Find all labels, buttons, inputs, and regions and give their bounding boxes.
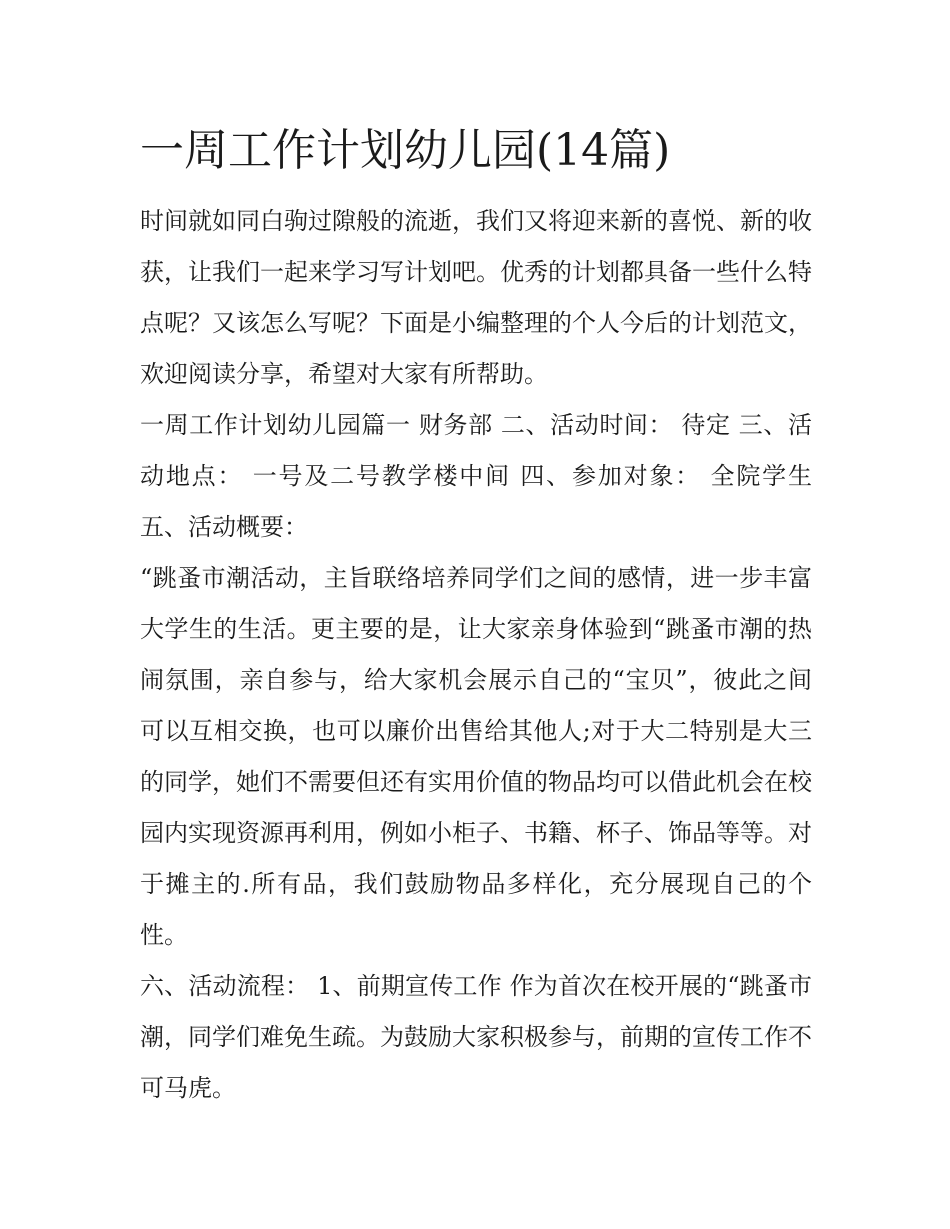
paragraph-activity-overview: “跳蚤市潮活动，主旨联络培养同学们之间的感情，进一步丰富大学生的生活。更主要的是，让大家亲身体验到“跳蚤市潮的热闹氛围，亲自参与，给大家机会展示自己的“宝贝”，彼此之间可以互相交换，也可以廉价出售给其他人;对于大二特别是大三的同学，她们不需要但还有实用价值的物品均可以借此机会在校园内实现资源再利用，例如小柜子、书籍、杯子、饰品等等。对于摊主的.所有品，我们鼓励物品多样化，充分展现自己的个性。 [140, 564, 812, 949]
paragraph-activity-info: 一周工作计划幼儿园篇一 财务部 二、活动时间： 待定 三、活动地点： 一号及二号教学楼中间 四、参加对象： 全院学生 五、活动概要： [140, 411, 812, 541]
paragraph-activity-process: 六、活动流程： 1、前期宣传工作 作为首次在校开展的“跳蚤市潮，同学们难免生疏。为鼓励大家积极参与，前期的宣传工作不可马虎。 [140, 972, 812, 1102]
paragraph-intro: 时间就如同白驹过隙般的流逝，我们又将迎来新的喜悦、新的收获，让我们一起来学习写计划吧。优秀的计划都具备一些什么特点呢？又该怎么写呢？下面是小编整理的个人今后的计划范文，欢迎阅读分享，希望对大家有所帮助。 [140, 207, 812, 388]
document-title: 一周工作计划幼儿园(14篇) [140, 125, 671, 176]
document-page [140, 118, 812, 1114]
